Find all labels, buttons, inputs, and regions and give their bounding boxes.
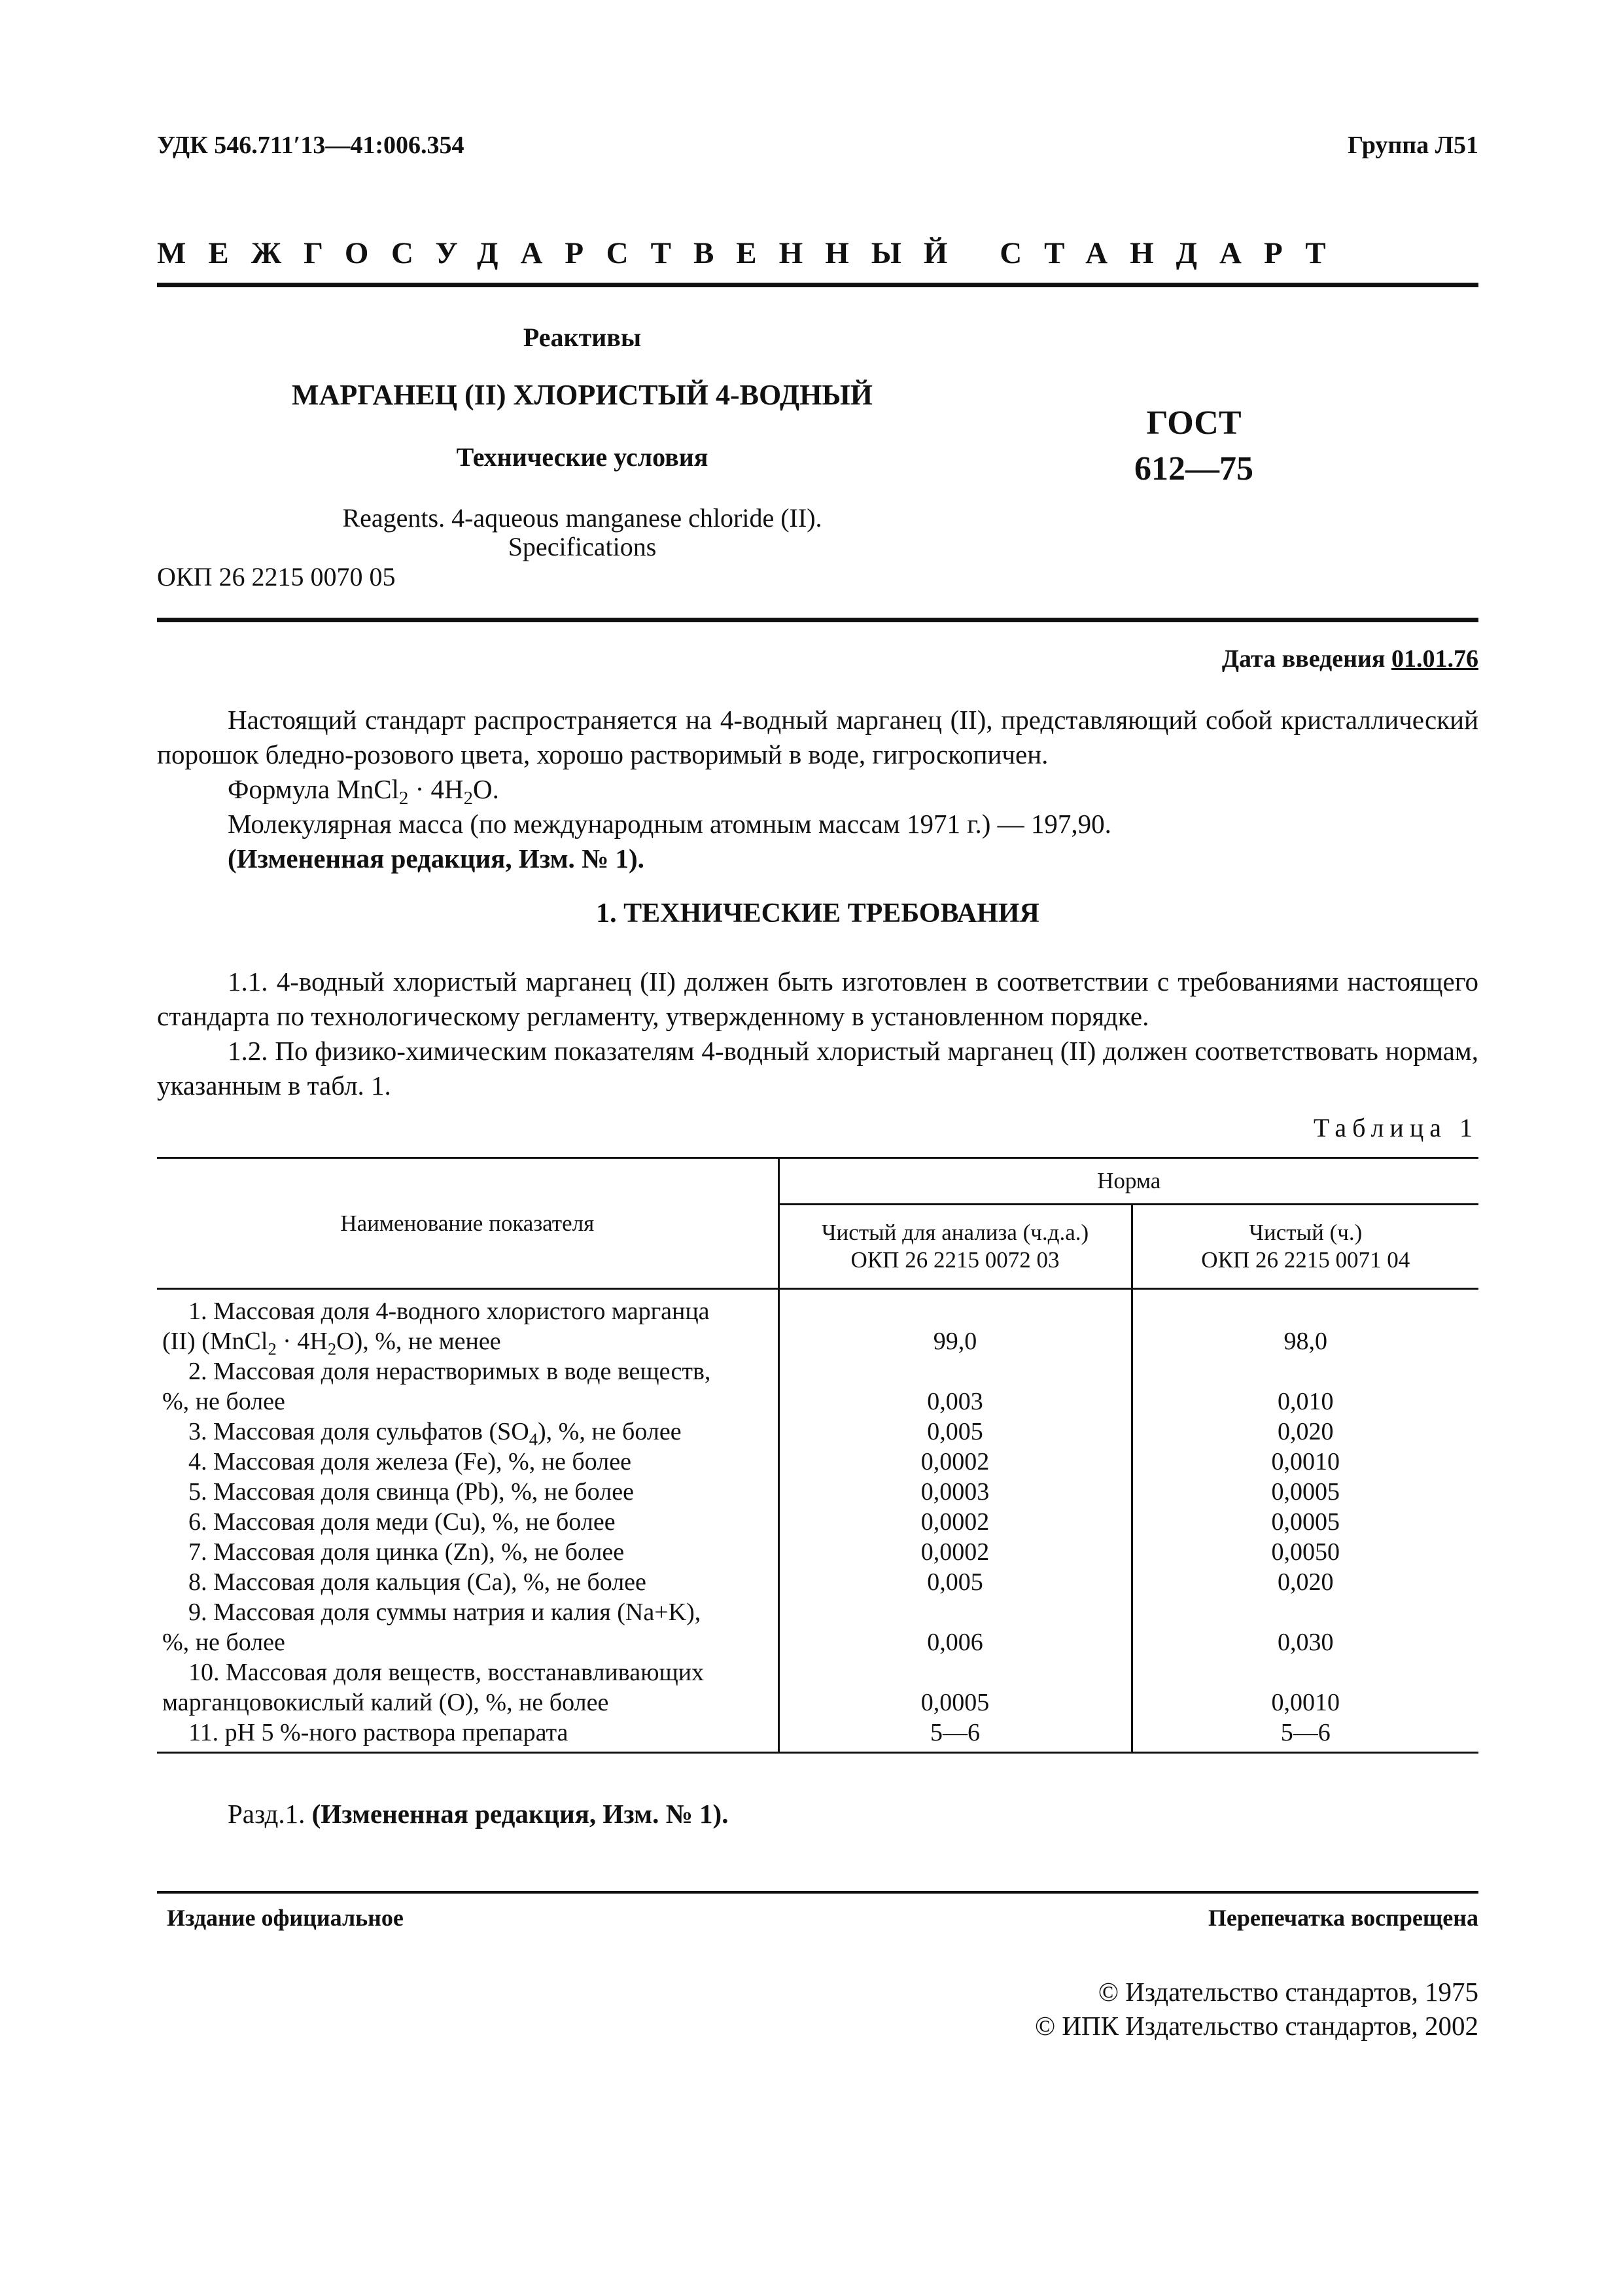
value-pure-analysis: 0,005 bbox=[778, 1417, 1132, 1447]
formula-text: O. bbox=[472, 774, 499, 804]
copyright-1975: © Издательство стандартов, 1975 bbox=[1098, 1977, 1478, 2007]
value-pure-analysis: 0,0002 bbox=[778, 1447, 1132, 1477]
category-title: Реактивы bbox=[523, 323, 642, 352]
value-pure: 0,0005 bbox=[1132, 1477, 1478, 1507]
name-line: 7. Массовая доля цинка (Zn), %, не более bbox=[188, 1538, 625, 1566]
date-value: 01.01.76 bbox=[1391, 645, 1478, 673]
header-line: ОКП 26 2215 0072 03 bbox=[850, 1247, 1060, 1273]
copyright-2002: © ИПК Издательство стандартов, 2002 bbox=[1034, 2011, 1478, 2041]
value-pure: 0,0005 bbox=[1132, 1507, 1478, 1537]
okp-code: ОКП 26 2215 0070 05 bbox=[157, 562, 396, 592]
gost-number: 612—75 bbox=[1134, 450, 1253, 487]
value-pure: 0,010 bbox=[1132, 1356, 1478, 1417]
table-row bbox=[157, 1718, 1478, 1753]
value-pure-analysis: 0,005 bbox=[778, 1567, 1132, 1597]
value-pure: 0,0010 bbox=[1132, 1447, 1478, 1477]
name-line: 11. pH 5 %-ного раствора препарата bbox=[188, 1719, 568, 1746]
name-line: %, не более bbox=[162, 1629, 285, 1656]
name-sub: 2 bbox=[327, 1339, 337, 1359]
value-pure: 0,030 bbox=[1132, 1597, 1478, 1657]
indicator-name bbox=[157, 1477, 778, 1507]
value-pure-analysis: 0,0003 bbox=[778, 1477, 1132, 1507]
name-line: 2. Массовая доля нерастворимых в воде веществ, bbox=[188, 1358, 711, 1385]
norms-table bbox=[157, 1157, 1478, 1754]
column-header-pure bbox=[1132, 1205, 1478, 1289]
name-line: марганцовокислый калий (О), %, не более bbox=[162, 1689, 609, 1716]
introduction-date bbox=[1222, 645, 1478, 673]
intro-paragraph: Настоящий стандарт распространяется на 4-водный марганец (II), представляющий собой кристаллический порошок бледно-розового цвета, хорошо растворимый в воде, гигроскопичен. bbox=[157, 705, 1478, 769]
value-pure-analysis: 0,0005 bbox=[778, 1657, 1132, 1718]
header-line: Чистый для анализа (ч.д.а.) bbox=[821, 1220, 1089, 1245]
date-label: Дата введения bbox=[1221, 645, 1386, 673]
header-line: Чистый (ч.) bbox=[1249, 1220, 1363, 1245]
table-row bbox=[157, 1477, 1478, 1507]
value-pure-analysis: 99,0 bbox=[778, 1289, 1132, 1357]
table-row bbox=[157, 1447, 1478, 1477]
indicator-name bbox=[157, 1417, 778, 1447]
name-line: 5. Массовая доля свинца (Pb), %, не более bbox=[188, 1478, 634, 1506]
name-line: 6. Массовая доля меди (Cu), %, не более bbox=[188, 1508, 616, 1536]
table-caption: Таблица 1 bbox=[1313, 1113, 1478, 1142]
value-pure: 98,0 bbox=[1132, 1289, 1478, 1357]
name-text: · 4H bbox=[276, 1328, 328, 1355]
column-header-norm: Норма bbox=[778, 1158, 1478, 1205]
name-sub: 4 bbox=[529, 1429, 538, 1449]
footer-rule bbox=[157, 1891, 1478, 1894]
name-text: (II) (MnCl bbox=[162, 1328, 268, 1355]
header-line: ОКП 26 2215 0071 04 bbox=[1201, 1247, 1410, 1273]
value-pure: 0,0010 bbox=[1132, 1657, 1478, 1718]
name-line: 9. Массовая доля суммы натрия и калия (Na+K), bbox=[188, 1598, 701, 1626]
value-pure-analysis: 0,003 bbox=[778, 1356, 1132, 1417]
indicator-name bbox=[157, 1537, 778, 1567]
name-text: ), %, не более bbox=[538, 1418, 682, 1445]
indicator-name bbox=[157, 1567, 778, 1597]
amendment-text: (Измененная редакция, Изм. № 1). bbox=[311, 1799, 729, 1829]
indicator-name bbox=[157, 1718, 778, 1753]
table-row bbox=[157, 1657, 1478, 1718]
amendment-prefix: Разд.1. bbox=[228, 1799, 305, 1829]
formula-text: Формула MnCl bbox=[228, 774, 400, 804]
table-row bbox=[157, 1289, 1478, 1357]
clause-1-2: 1.2. По физико-химическим показателям 4-водный хлористый марганец (II) должен соответствовать нормам, указанным в табл. 1. bbox=[157, 1036, 1478, 1101]
formula-sub: 2 bbox=[399, 788, 409, 809]
name-line: 1. Массовая доля 4-водного хлористого марганца bbox=[188, 1298, 710, 1325]
section-amendment bbox=[228, 1798, 728, 1829]
document-title: МАРГАНЕЦ (II) ХЛОРИСТЫЙ 4-ВОДНЫЙ bbox=[292, 379, 873, 411]
molar-mass-line: Молекулярная масса (по международным атомным массам 1971 г.) — 197,90. bbox=[228, 809, 1111, 839]
value-pure-analysis: 5—6 bbox=[778, 1718, 1132, 1753]
name-line: 8. Массовая доля кальция (Ca), %, не более bbox=[188, 1568, 646, 1596]
english-title-line1: Reagents. 4-aqueous manganese chloride (II). bbox=[342, 503, 822, 533]
standard-banner: МЕЖГОСУДАРСТВЕННЫЙ СТАНДАРТ bbox=[157, 236, 1348, 270]
indicator-name bbox=[157, 1597, 778, 1657]
value-pure-analysis: 0,006 bbox=[778, 1597, 1132, 1657]
indicator-name bbox=[157, 1447, 778, 1477]
table-row bbox=[157, 1567, 1478, 1597]
value-pure-analysis: 0,0002 bbox=[778, 1507, 1132, 1537]
name-text: O), %, не менее bbox=[336, 1328, 501, 1355]
header-rule bbox=[157, 283, 1478, 287]
value-pure: 0,020 bbox=[1132, 1417, 1478, 1447]
value-pure: 0,0050 bbox=[1132, 1537, 1478, 1567]
document-subtitle: Технические условия bbox=[456, 442, 708, 472]
indicator-name bbox=[157, 1507, 778, 1537]
table-row bbox=[157, 1537, 1478, 1567]
formula-text: · 4H bbox=[408, 774, 464, 804]
name-text: 3. Массовая доля сульфатов (SO bbox=[188, 1418, 529, 1445]
amendment-note: (Измененная редакция, Изм. № 1). bbox=[228, 843, 644, 874]
name-line: %, не более bbox=[162, 1388, 285, 1415]
title-rule bbox=[157, 618, 1478, 622]
formula-sub: 2 bbox=[463, 788, 473, 809]
table-row bbox=[157, 1417, 1478, 1447]
official-edition: Издание официальное bbox=[167, 1905, 404, 1931]
english-title-line2: Specifications bbox=[508, 532, 657, 561]
gost-label: ГОСТ bbox=[1146, 404, 1242, 442]
clause-1-1: 1.1. 4-водный хлористый марганец (II) должен быть изготовлен в соответствии с требованиями настоящего стандарта по технологическому регламенту, утвержденному в установленном порядке. bbox=[157, 966, 1478, 1031]
section-heading: 1. ТЕХНИЧЕСКИЕ ТРЕБОВАНИЯ bbox=[596, 898, 1039, 928]
indicator-name bbox=[157, 1657, 778, 1718]
name-line: 4. Массовая доля железа (Fe), %, не более bbox=[188, 1448, 631, 1475]
udk-code: УДК 546.711′13—41:006.354 bbox=[157, 132, 464, 159]
table-row bbox=[157, 1507, 1478, 1537]
value-pure: 5—6 bbox=[1132, 1718, 1478, 1753]
formula-line bbox=[228, 772, 1471, 807]
reprint-prohibited: Перепечатка воспрещена bbox=[1208, 1905, 1478, 1931]
value-pure-analysis: 0,0002 bbox=[778, 1537, 1132, 1567]
column-header-pure-analysis bbox=[778, 1205, 1132, 1289]
indicator-name bbox=[157, 1356, 778, 1417]
name-sub: 2 bbox=[268, 1339, 277, 1359]
indicator-name bbox=[157, 1289, 778, 1357]
column-header-name: Наименование показателя bbox=[157, 1158, 778, 1289]
name-line: 10. Массовая доля веществ, восстанавливающих bbox=[188, 1659, 705, 1686]
table-row bbox=[157, 1356, 1478, 1417]
group-code: Группа Л51 bbox=[1347, 132, 1478, 159]
table-row bbox=[157, 1597, 1478, 1657]
value-pure: 0,020 bbox=[1132, 1567, 1478, 1597]
